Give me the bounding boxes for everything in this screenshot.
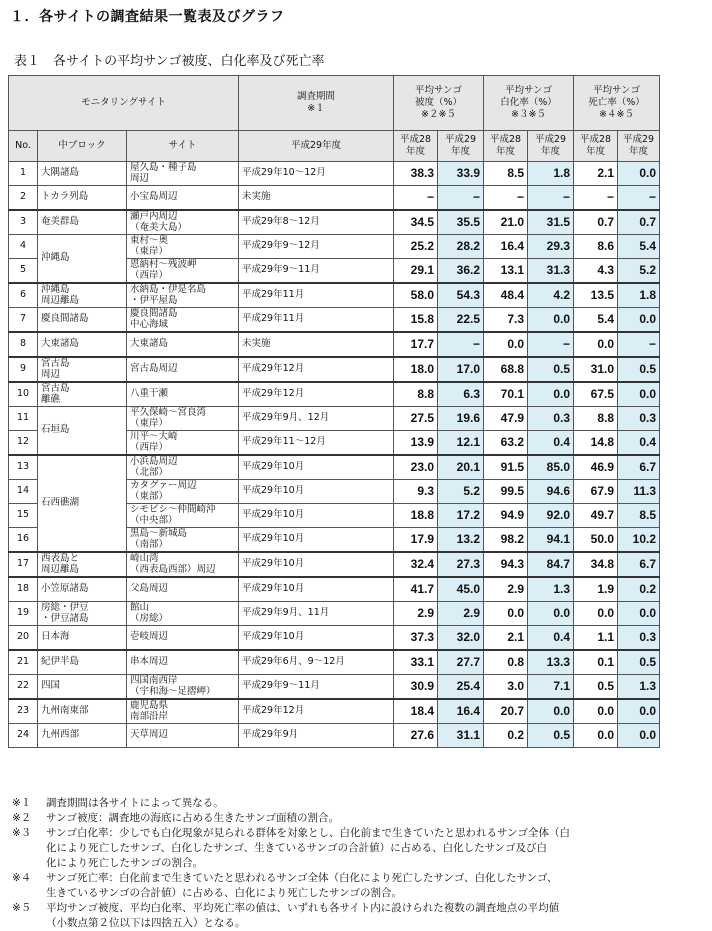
value-c29: 25.4 bbox=[438, 675, 484, 700]
value-b29: 0.0 bbox=[528, 699, 574, 724]
block-name: 沖縄島 bbox=[38, 235, 127, 284]
table-row bbox=[9, 332, 660, 357]
value-c28: 13.9 bbox=[394, 431, 438, 456]
value-m28: 14.8 bbox=[574, 431, 618, 456]
value-m29: 1.8 bbox=[618, 283, 660, 308]
site-name: 屋久島・種子島 周辺 bbox=[127, 162, 239, 186]
value-m29: 6.7 bbox=[618, 552, 660, 577]
site-name: 父島周辺 bbox=[127, 577, 239, 602]
survey-period: 平成29年11月 bbox=[239, 283, 394, 308]
value-c29: 27.7 bbox=[438, 650, 484, 675]
row-number: 18 bbox=[9, 577, 38, 602]
value-b29: 84.7 bbox=[528, 552, 574, 577]
row-number: 22 bbox=[9, 675, 38, 700]
value-m28: 0.7 bbox=[574, 210, 618, 235]
value-c29: 16.4 bbox=[438, 699, 484, 724]
row-number: 6 bbox=[9, 283, 38, 308]
row-number: 4 bbox=[9, 235, 38, 259]
value-c29: 2.9 bbox=[438, 602, 484, 626]
value-c29: 36.2 bbox=[438, 259, 484, 284]
value-b28: 0.0 bbox=[484, 332, 528, 357]
value-m28: 31.0 bbox=[574, 357, 618, 382]
site-name: 四国南西岸 （宇和海〜足摺岬） bbox=[127, 675, 239, 700]
value-m28: 1.1 bbox=[574, 626, 618, 651]
value-c28: 32.4 bbox=[394, 552, 438, 577]
survey-period: 平成29年11月 bbox=[239, 308, 394, 333]
site-name: 館山 （房総） bbox=[127, 602, 239, 626]
value-c28: 33.1 bbox=[394, 650, 438, 675]
value-m28: 46.9 bbox=[574, 455, 618, 480]
value-c29: 33.9 bbox=[438, 162, 484, 186]
value-m28: 4.3 bbox=[574, 259, 618, 284]
value-c28: 41.7 bbox=[394, 577, 438, 602]
header-mortality-h28: 平成28 年度 bbox=[574, 131, 618, 162]
block-name: 宮古島 離礁 bbox=[38, 382, 127, 407]
block-name: 沖縄島 周辺離島 bbox=[38, 283, 127, 308]
header-coverage-h28: 平成28 年度 bbox=[394, 131, 438, 162]
survey-period: 平成29年9月 bbox=[239, 724, 394, 748]
value-m29: 0.0 bbox=[618, 724, 660, 748]
block-name: 日本海 bbox=[38, 626, 127, 651]
value-b29: 13.3 bbox=[528, 650, 574, 675]
footnote bbox=[12, 871, 702, 901]
value-b29: 0.5 bbox=[528, 357, 574, 382]
footnote-text: サンゴ死亡率：白化前まで生きていたと思われるサンゴ全体（白化により死亡したサンゴ、白化したサンゴ、 生きているサンゴの合計値）に占める、白化により死亡したサンゴの割合。 bbox=[46, 872, 558, 899]
value-b29: 31.5 bbox=[528, 210, 574, 235]
survey-period: 平成29年8〜12月 bbox=[239, 210, 394, 235]
survey-period: 平成29年9〜11月 bbox=[239, 675, 394, 700]
table-row bbox=[9, 602, 660, 626]
header-coverage-h29: 平成29 年度 bbox=[438, 131, 484, 162]
value-m29: 0.2 bbox=[618, 577, 660, 602]
value-c28: 18.4 bbox=[394, 699, 438, 724]
survey-period: 平成29年9月、11月 bbox=[239, 602, 394, 626]
header-monitoring-site: モニタリングサイト bbox=[9, 76, 239, 131]
value-m28: 0.1 bbox=[574, 650, 618, 675]
survey-period: 平成29年10月 bbox=[239, 455, 394, 480]
block-name: 九州西部 bbox=[38, 724, 127, 748]
row-number: 13 bbox=[9, 455, 38, 480]
value-c28: 25.2 bbox=[394, 235, 438, 259]
footnote-text: サンゴ被度：調査地の海底に占める生きたサンゴ面積の割合。 bbox=[46, 812, 339, 824]
value-c29: 22.5 bbox=[438, 308, 484, 333]
block-name: 大隅諸島 bbox=[38, 162, 127, 186]
value-b28: 0.8 bbox=[484, 650, 528, 675]
value-m28: 0.0 bbox=[574, 699, 618, 724]
table-row bbox=[9, 235, 660, 259]
footnote-mark: ※２ bbox=[12, 812, 32, 824]
block-name: 奄美群島 bbox=[38, 210, 127, 235]
value-m28: 34.8 bbox=[574, 552, 618, 577]
value-c28: 8.8 bbox=[394, 382, 438, 407]
value-c28: − bbox=[394, 186, 438, 211]
value-c28: 18.0 bbox=[394, 357, 438, 382]
value-b29: 92.0 bbox=[528, 504, 574, 528]
site-name: 瀬戸内周辺 （奄美大島） bbox=[127, 210, 239, 235]
value-b29: 1.3 bbox=[528, 577, 574, 602]
value-b29: 94.6 bbox=[528, 480, 574, 504]
value-b29: 7.1 bbox=[528, 675, 574, 700]
value-b28: 2.1 bbox=[484, 626, 528, 651]
row-number: 15 bbox=[9, 504, 38, 528]
block-name: 大東諸島 bbox=[38, 332, 127, 357]
value-c29: 20.1 bbox=[438, 455, 484, 480]
value-b29: 29.3 bbox=[528, 235, 574, 259]
site-name: 川平〜大崎 （西岸） bbox=[127, 431, 239, 456]
value-m29: 0.0 bbox=[618, 308, 660, 333]
site-name: 天草周辺 bbox=[127, 724, 239, 748]
site-name: 水納島・伊是名島 ・伊平屋島 bbox=[127, 283, 239, 308]
value-c29: 12.1 bbox=[438, 431, 484, 456]
value-m29: 0.0 bbox=[618, 699, 660, 724]
value-b28: 21.0 bbox=[484, 210, 528, 235]
value-c29: 19.6 bbox=[438, 407, 484, 431]
footnote-mark: ※１ bbox=[12, 797, 32, 809]
value-c28: 18.8 bbox=[394, 504, 438, 528]
value-m29: 0.7 bbox=[618, 210, 660, 235]
value-c28: 2.9 bbox=[394, 602, 438, 626]
block-name: 紀伊半島 bbox=[38, 650, 127, 675]
table-row bbox=[9, 382, 660, 407]
value-c29: 31.1 bbox=[438, 724, 484, 748]
table-row bbox=[9, 210, 660, 235]
value-b29: 94.1 bbox=[528, 528, 574, 553]
site-name: 壱岐周辺 bbox=[127, 626, 239, 651]
footnote-text: 平均サンゴ被度、平均白化率、平均死亡率の値は、いずれも各サイト内に設けられた複数の調査地点の平均値 （小数点第２位以下は四捨五入）となる。 bbox=[46, 902, 560, 929]
table-row bbox=[9, 650, 660, 675]
value-b28: 48.4 bbox=[484, 283, 528, 308]
value-b29: 0.0 bbox=[528, 308, 574, 333]
survey-period: 平成29年10月 bbox=[239, 504, 394, 528]
footnote-mark: ※５ bbox=[12, 902, 32, 914]
survey-period: 平成29年10月 bbox=[239, 480, 394, 504]
survey-period: 平成29年9〜11月 bbox=[239, 259, 394, 284]
value-b28: 98.2 bbox=[484, 528, 528, 553]
footnote-text: 調査期間は各サイトによって異なる。 bbox=[46, 797, 224, 809]
row-number: 3 bbox=[9, 210, 38, 235]
value-b28: 63.2 bbox=[484, 431, 528, 456]
value-b29: 0.4 bbox=[528, 431, 574, 456]
row-number: 14 bbox=[9, 480, 38, 504]
table-row bbox=[9, 357, 660, 382]
table-row bbox=[9, 626, 660, 651]
value-m29: 0.0 bbox=[618, 602, 660, 626]
value-b28: 94.9 bbox=[484, 504, 528, 528]
value-b28: 3.0 bbox=[484, 675, 528, 700]
row-number: 21 bbox=[9, 650, 38, 675]
value-b29: 0.4 bbox=[528, 626, 574, 651]
table-row bbox=[9, 724, 660, 748]
value-b29: 0.0 bbox=[528, 602, 574, 626]
value-c29: 45.0 bbox=[438, 577, 484, 602]
header-no: No. bbox=[9, 131, 38, 162]
value-c28: 17.9 bbox=[394, 528, 438, 553]
footnote-text: サンゴ白化率：少しでも白化現象が見られる群体を対象とし、白化前まで生きていたと思われるサンゴ全体（白 化により死亡したサンゴ、白化したサンゴ、生きているサンゴの合計値）に占める、白化したサンゴ及び白 化により死亡したサンゴの割合。 bbox=[46, 827, 570, 869]
value-m28: − bbox=[574, 186, 618, 211]
footnote bbox=[12, 826, 702, 871]
value-m29: 0.3 bbox=[618, 407, 660, 431]
table-row bbox=[9, 675, 660, 700]
value-b29: 0.5 bbox=[528, 724, 574, 748]
value-c28: 17.7 bbox=[394, 332, 438, 357]
value-c29: − bbox=[438, 186, 484, 211]
block-name: 西表島と 周辺離島 bbox=[38, 552, 127, 577]
site-name: 小浜島周辺 （北部） bbox=[127, 455, 239, 480]
site-name: 小宝島周辺 bbox=[127, 186, 239, 211]
value-b28: 91.5 bbox=[484, 455, 528, 480]
survey-period: 平成29年10〜12月 bbox=[239, 162, 394, 186]
value-c28: 23.0 bbox=[394, 455, 438, 480]
value-b29: 0.3 bbox=[528, 407, 574, 431]
table-row bbox=[9, 455, 660, 480]
row-number: 12 bbox=[9, 431, 38, 456]
value-c28: 29.1 bbox=[394, 259, 438, 284]
table-row bbox=[9, 552, 660, 577]
value-c29: 5.2 bbox=[438, 480, 484, 504]
value-c29: 17.2 bbox=[438, 504, 484, 528]
value-m28: 8.6 bbox=[574, 235, 618, 259]
row-number: 9 bbox=[9, 357, 38, 382]
row-number: 2 bbox=[9, 186, 38, 211]
value-m28: 2.1 bbox=[574, 162, 618, 186]
value-b29: 1.8 bbox=[528, 162, 574, 186]
survey-period: 未実施 bbox=[239, 186, 394, 211]
value-m28: 0.0 bbox=[574, 724, 618, 748]
block-name: 宮古島 周辺 bbox=[38, 357, 127, 382]
value-m29: 5.2 bbox=[618, 259, 660, 284]
value-m28: 13.5 bbox=[574, 283, 618, 308]
value-b28: 7.3 bbox=[484, 308, 528, 333]
row-number: 23 bbox=[9, 699, 38, 724]
block-name: 慶良間諸島 bbox=[38, 308, 127, 333]
site-name: 慶良間諸島 中心海域 bbox=[127, 308, 239, 333]
value-c28: 38.3 bbox=[394, 162, 438, 186]
value-m29: 0.5 bbox=[618, 650, 660, 675]
footnote bbox=[12, 811, 702, 826]
block-name: 小笠原諸島 bbox=[38, 577, 127, 602]
value-b28: 20.7 bbox=[484, 699, 528, 724]
value-m29: − bbox=[618, 332, 660, 357]
site-name: 鹿児島県 南部沿岸 bbox=[127, 699, 239, 724]
header-bleaching: 平均サンゴ 白化率（%） ※３※５ bbox=[484, 76, 574, 131]
value-m29: 0.5 bbox=[618, 357, 660, 382]
value-m29: 11.3 bbox=[618, 480, 660, 504]
value-m29: 5.4 bbox=[618, 235, 660, 259]
value-c28: 58.0 bbox=[394, 283, 438, 308]
value-m28: 0.0 bbox=[574, 332, 618, 357]
value-c29: 6.3 bbox=[438, 382, 484, 407]
value-m28: 0.0 bbox=[574, 602, 618, 626]
value-b29: − bbox=[528, 332, 574, 357]
survey-period: 平成29年12月 bbox=[239, 357, 394, 382]
block-name: 石垣島 bbox=[38, 407, 127, 456]
survey-period: 平成29年11〜12月 bbox=[239, 431, 394, 456]
site-name: 東村〜奥 （東岸） bbox=[127, 235, 239, 259]
site-name: 平久保崎〜宮良湾 （東岸） bbox=[127, 407, 239, 431]
value-m29: 10.2 bbox=[618, 528, 660, 553]
value-b28: 8.5 bbox=[484, 162, 528, 186]
site-name: シモビシ〜仲間崎沖 （中央部） bbox=[127, 504, 239, 528]
site-name: 宮古島周辺 bbox=[127, 357, 239, 382]
value-m29: 0.0 bbox=[618, 382, 660, 407]
value-m29: 1.3 bbox=[618, 675, 660, 700]
value-c29: 13.2 bbox=[438, 528, 484, 553]
row-number: 11 bbox=[9, 407, 38, 431]
site-name: 恩納村〜残波岬 （西岸） bbox=[127, 259, 239, 284]
header-mortality-h29: 平成29 年度 bbox=[618, 131, 660, 162]
header-mortality: 平均サンゴ 死亡率（%） ※４※５ bbox=[574, 76, 660, 131]
survey-period: 未実施 bbox=[239, 332, 394, 357]
table-row bbox=[9, 283, 660, 308]
row-number: 17 bbox=[9, 552, 38, 577]
table-row bbox=[9, 162, 660, 186]
site-name: 大東諸島 bbox=[127, 332, 239, 357]
table-row bbox=[9, 699, 660, 724]
survey-period: 平成29年10月 bbox=[239, 528, 394, 553]
survey-period: 平成29年10月 bbox=[239, 577, 394, 602]
value-m29: 0.0 bbox=[618, 162, 660, 186]
value-b28: 0.0 bbox=[484, 602, 528, 626]
row-number: 19 bbox=[9, 602, 38, 626]
table-row bbox=[9, 186, 660, 211]
value-c28: 37.3 bbox=[394, 626, 438, 651]
block-name: 石西礁湖 bbox=[38, 455, 127, 552]
site-name: 八重干瀬 bbox=[127, 382, 239, 407]
value-b28: 2.9 bbox=[484, 577, 528, 602]
row-number: 24 bbox=[9, 724, 38, 748]
value-m28: 1.9 bbox=[574, 577, 618, 602]
value-b29: 0.0 bbox=[528, 382, 574, 407]
table-row bbox=[9, 308, 660, 333]
table-row bbox=[9, 407, 660, 431]
value-m28: 67.9 bbox=[574, 480, 618, 504]
site-name: カタグァー周辺 （東部） bbox=[127, 480, 239, 504]
value-b29: 4.2 bbox=[528, 283, 574, 308]
value-m28: 50.0 bbox=[574, 528, 618, 553]
site-name: 串本周辺 bbox=[127, 650, 239, 675]
value-m28: 49.7 bbox=[574, 504, 618, 528]
survey-period: 平成29年12月 bbox=[239, 699, 394, 724]
value-c28: 34.5 bbox=[394, 210, 438, 235]
header-bleaching-h29: 平成29 年度 bbox=[528, 131, 574, 162]
value-m28: 0.5 bbox=[574, 675, 618, 700]
value-c29: − bbox=[438, 332, 484, 357]
block-name: 九州南東部 bbox=[38, 699, 127, 724]
value-m29: 8.5 bbox=[618, 504, 660, 528]
value-b29: − bbox=[528, 186, 574, 211]
survey-period: 平成29年10月 bbox=[239, 626, 394, 651]
value-b28: 13.1 bbox=[484, 259, 528, 284]
value-c28: 9.3 bbox=[394, 480, 438, 504]
header-period: 調査期間 ※１ bbox=[239, 76, 394, 131]
footnote-mark: ※３ bbox=[12, 827, 32, 839]
table-caption: 表１ 各サイトの平均サンゴ被度、白化率及び死亡率 bbox=[14, 54, 325, 69]
footnote bbox=[12, 796, 702, 811]
footnote-mark: ※４ bbox=[12, 872, 32, 884]
page-heading: １．各サイトの調査結果一覧表及びグラフ bbox=[10, 9, 285, 25]
value-m29: − bbox=[618, 186, 660, 211]
block-name: トカラ列島 bbox=[38, 186, 127, 211]
value-b28: 0.2 bbox=[484, 724, 528, 748]
site-name: 崎山湾 （西表島西部）周辺 bbox=[127, 552, 239, 577]
value-b28: 68.8 bbox=[484, 357, 528, 382]
row-number: 5 bbox=[9, 259, 38, 284]
value-b29: 85.0 bbox=[528, 455, 574, 480]
block-name: 房総・伊豆 ・伊豆諸島 bbox=[38, 602, 127, 626]
value-c29: 27.3 bbox=[438, 552, 484, 577]
value-m28: 5.4 bbox=[574, 308, 618, 333]
header-period-year: 平成29年度 bbox=[239, 131, 394, 162]
row-number: 8 bbox=[9, 332, 38, 357]
value-c29: 28.2 bbox=[438, 235, 484, 259]
value-c28: 30.9 bbox=[394, 675, 438, 700]
survey-period: 平成29年12月 bbox=[239, 382, 394, 407]
row-number: 1 bbox=[9, 162, 38, 186]
table-row bbox=[9, 577, 660, 602]
footnote bbox=[12, 901, 702, 931]
footnotes bbox=[12, 796, 702, 931]
value-m29: 0.3 bbox=[618, 626, 660, 651]
value-c29: 17.0 bbox=[438, 357, 484, 382]
value-b28: 99.5 bbox=[484, 480, 528, 504]
value-m29: 0.4 bbox=[618, 431, 660, 456]
value-b28: 47.9 bbox=[484, 407, 528, 431]
survey-period: 平成29年9月、12月 bbox=[239, 407, 394, 431]
site-name: 黒島〜新城島 （南部） bbox=[127, 528, 239, 553]
value-c28: 27.5 bbox=[394, 407, 438, 431]
row-number: 16 bbox=[9, 528, 38, 553]
value-c28: 15.8 bbox=[394, 308, 438, 333]
value-m29: 6.7 bbox=[618, 455, 660, 480]
coral-results-table bbox=[8, 75, 660, 748]
row-number: 20 bbox=[9, 626, 38, 651]
value-c29: 35.5 bbox=[438, 210, 484, 235]
row-number: 10 bbox=[9, 382, 38, 407]
header-coverage: 平均サンゴ 被度（%） ※２※５ bbox=[394, 76, 484, 131]
value-c28: 27.6 bbox=[394, 724, 438, 748]
survey-period: 平成29年10月 bbox=[239, 552, 394, 577]
value-b28: 16.4 bbox=[484, 235, 528, 259]
row-number: 7 bbox=[9, 308, 38, 333]
value-m28: 8.8 bbox=[574, 407, 618, 431]
value-b29: 31.3 bbox=[528, 259, 574, 284]
survey-period: 平成29年6月、9〜12月 bbox=[239, 650, 394, 675]
block-name: 四国 bbox=[38, 675, 127, 700]
header-bleaching-h28: 平成28 年度 bbox=[484, 131, 528, 162]
value-m28: 67.5 bbox=[574, 382, 618, 407]
survey-period: 平成29年9〜12月 bbox=[239, 235, 394, 259]
value-c29: 54.3 bbox=[438, 283, 484, 308]
value-b28: − bbox=[484, 186, 528, 211]
header-block: 中ブロック bbox=[38, 131, 127, 162]
table-body bbox=[9, 162, 660, 748]
value-c29: 32.0 bbox=[438, 626, 484, 651]
header-site: サイト bbox=[127, 131, 239, 162]
value-b28: 94.3 bbox=[484, 552, 528, 577]
value-b28: 70.1 bbox=[484, 382, 528, 407]
